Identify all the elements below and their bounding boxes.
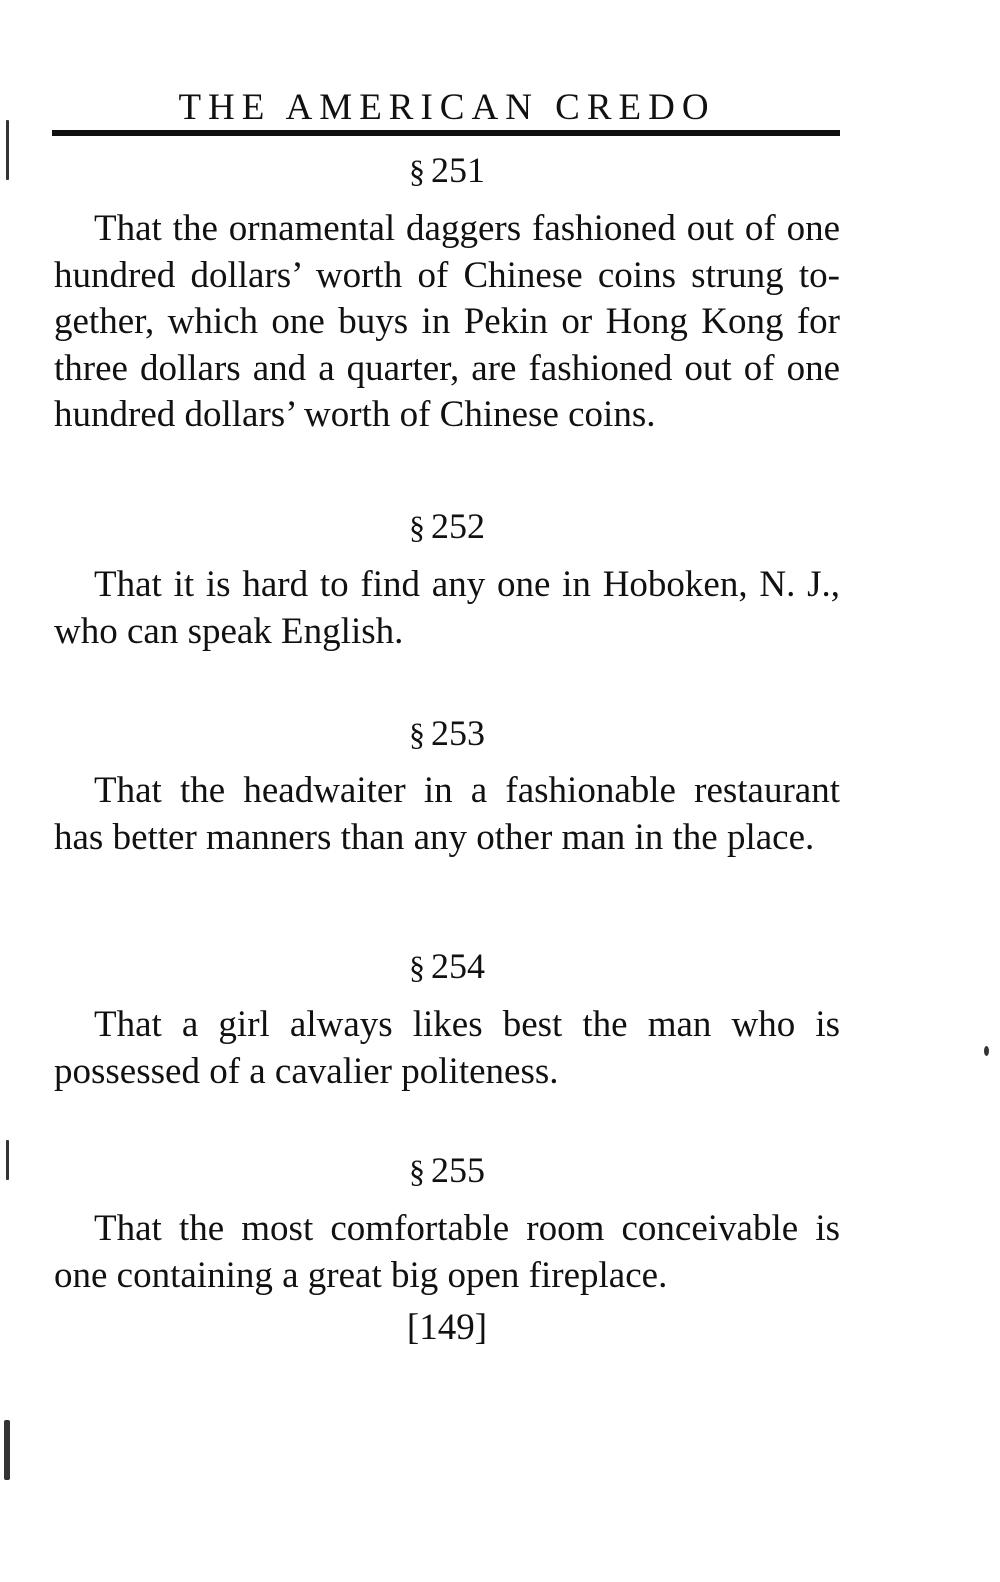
- section-text-253: That the headwaiter in a fashionable restaurant has better manners than any other man in the place.: [54, 770, 840, 858]
- section-heading-252: [54, 506, 840, 547]
- section-heading-254: [54, 946, 840, 987]
- section-number: 255: [431, 1150, 485, 1190]
- section-symbol: §: [409, 153, 425, 189]
- section-text-252: That it is hard to find any one in Hoboken, N. J., who can speak English.: [54, 564, 840, 652]
- section-text-254: That a girl always likes best the man who is possessed of a cavalier politeness.: [54, 1004, 840, 1092]
- section-number: 254: [431, 946, 485, 986]
- section-number: 251: [431, 150, 485, 190]
- scan-mark: [984, 1046, 989, 1056]
- section-heading-251: [54, 150, 840, 191]
- section-number: 252: [431, 506, 485, 546]
- scan-mark: [4, 1420, 10, 1480]
- section-number: 253: [431, 713, 485, 753]
- section-symbol: §: [409, 1153, 425, 1189]
- section-symbol: §: [409, 949, 425, 985]
- section-symbol: §: [409, 509, 425, 545]
- scan-mark: [6, 120, 9, 180]
- head-rule: [52, 130, 840, 136]
- scan-mark: [6, 1140, 9, 1180]
- section-heading-253: [54, 713, 840, 754]
- section-text-251: That the ornamental daggers fashioned out of one hundred dollars’ worth of Chinese coins strung together, which one buys in Pekin or Hong Kong for three dollars and a quarter, are fashioned out of one hundred dollars’ worth of Chinese coins.: [54, 208, 840, 435]
- running-head: THE AMERICAN CREDO: [178, 87, 716, 128]
- section-symbol: §: [409, 716, 425, 752]
- section-heading-255: [54, 1150, 840, 1191]
- section-text-255: That the most comfortable room conceivable is one containing a great big open fireplace.: [54, 1208, 840, 1296]
- page-number: [149]: [406, 1307, 488, 1348]
